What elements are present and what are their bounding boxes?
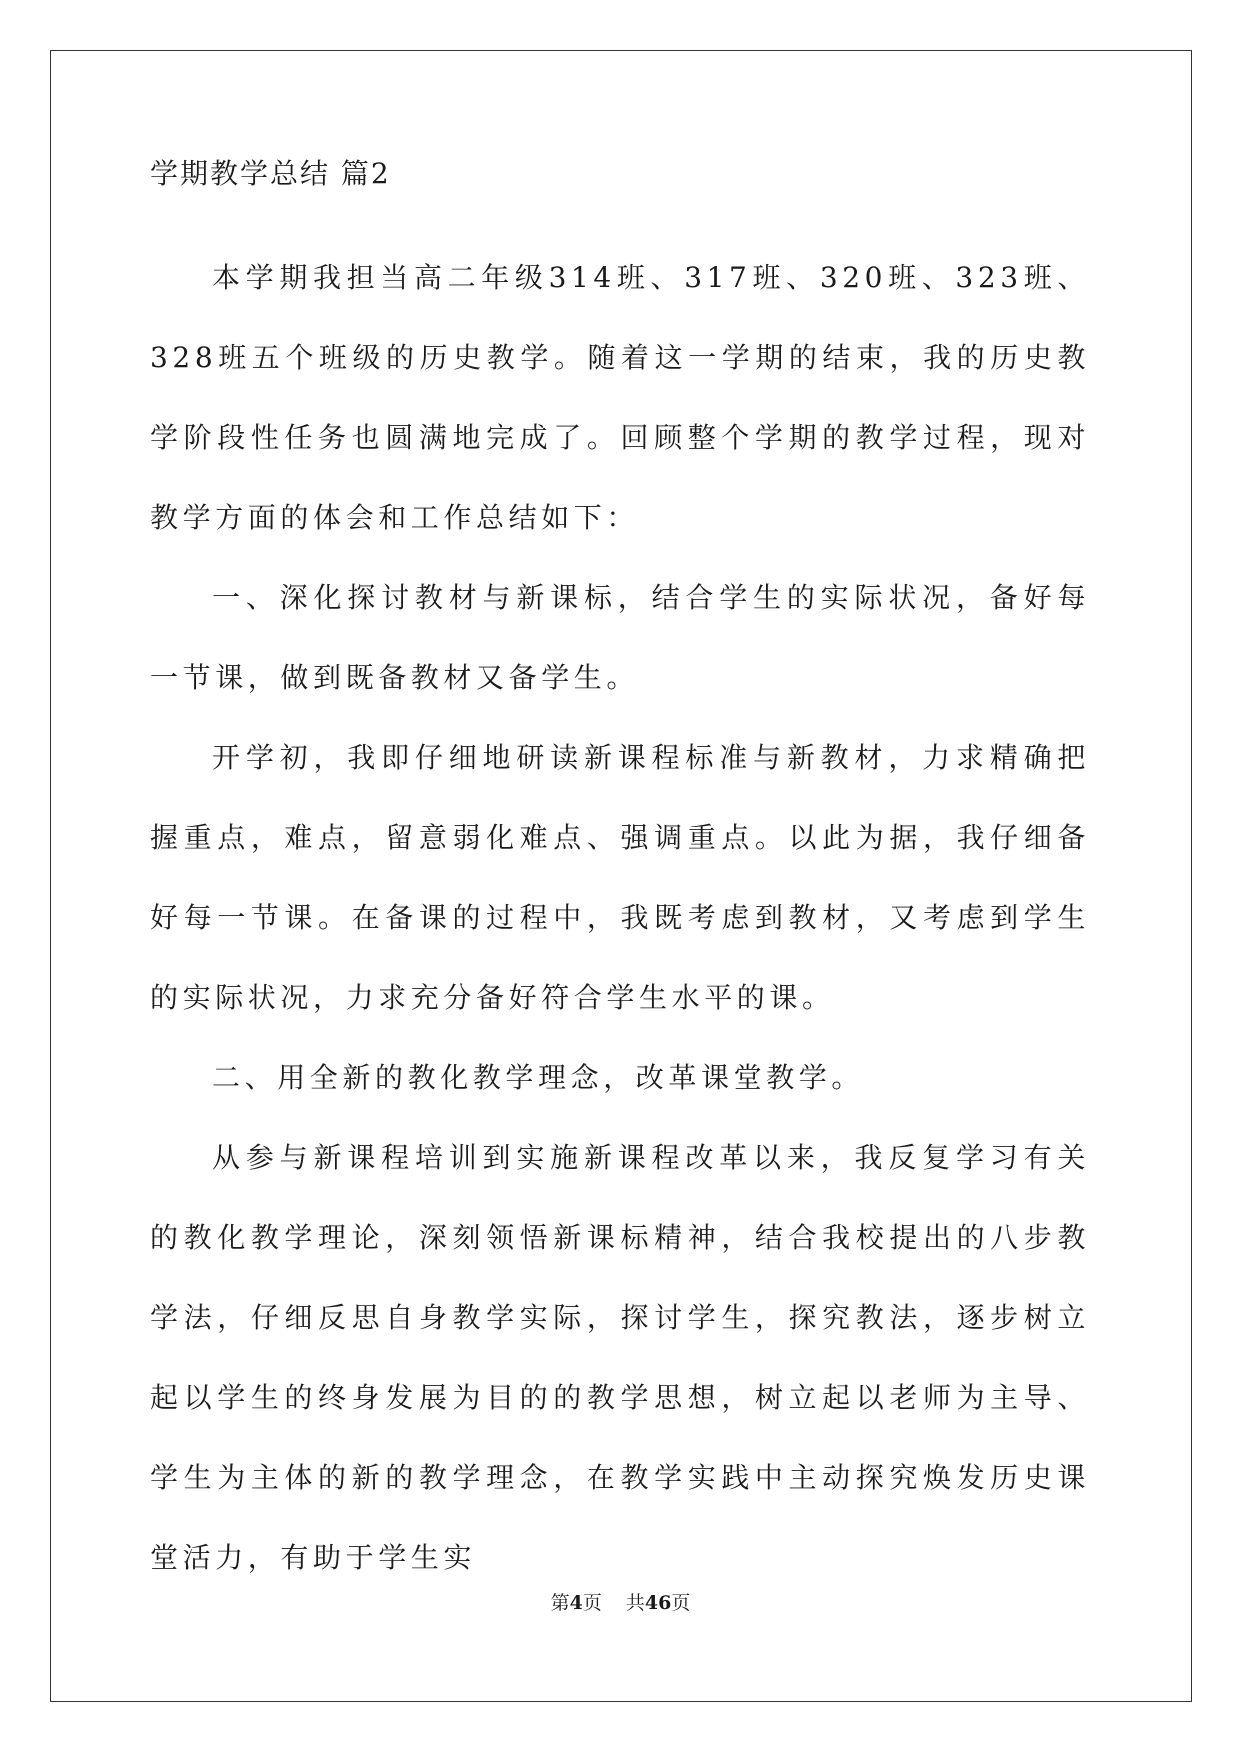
page-footer xyxy=(0,1588,1241,1615)
paragraph-lesson-prep: 开学初，我即仔细地研读新课程标准与新教材，力求精确把握重点，难点，留意弱化难点、强调重点。以此为据，我仔细备好每一节课。在备课的过程中，我既考虑到教材，又考虑到学生的实际状况，力求充分备好符合学生水平的课。 xyxy=(150,741,1090,1014)
paragraph-section-one: 一、深化探讨教材与新课标，结合学生的实际状况，备好每一节课，做到既备教材又备学生。 xyxy=(150,581,1090,694)
document-body xyxy=(150,157,1090,1598)
footer-page-number: 4 xyxy=(569,1592,583,1614)
document-heading: 学期教学总结 篇2 xyxy=(150,157,391,190)
footer-total-pages: 46 xyxy=(644,1592,672,1614)
footer-total-prefix: 共 xyxy=(625,1592,645,1614)
paragraph-section-two: 二、用全新的教化教学理念，改革课堂教学。 xyxy=(212,1061,865,1094)
footer-page-suffix: 页 xyxy=(582,1592,602,1614)
footer-page-prefix: 第 xyxy=(550,1592,570,1614)
paragraph-reform: 从参与新课程培训到实施新课程改革以来，我反复学习有关的教化教学理论，深刻领悟新课标精神，结合我校提出的八步教学法，仔细反思自身教学实际，探讨学生，探究教法，逐步树立起以学生的终身发展为目的的教学思想，树立起以老师为主导、学生为主体的新的教学理念，在教学实践中主动探究焕发历史课堂活力，有助于学生实 xyxy=(150,1141,1090,1574)
paragraph-intro: 本学期我担当高二年级314班、317班、320班、323班、328班五个班级的历史教学。随着这一学期的结束，我的历史教学阶段性任务也圆满地完成了。回顾整个学期的教学过程，现对教学方面的体会和工作总结如下： xyxy=(150,261,1090,534)
footer-total-suffix: 页 xyxy=(671,1592,691,1614)
